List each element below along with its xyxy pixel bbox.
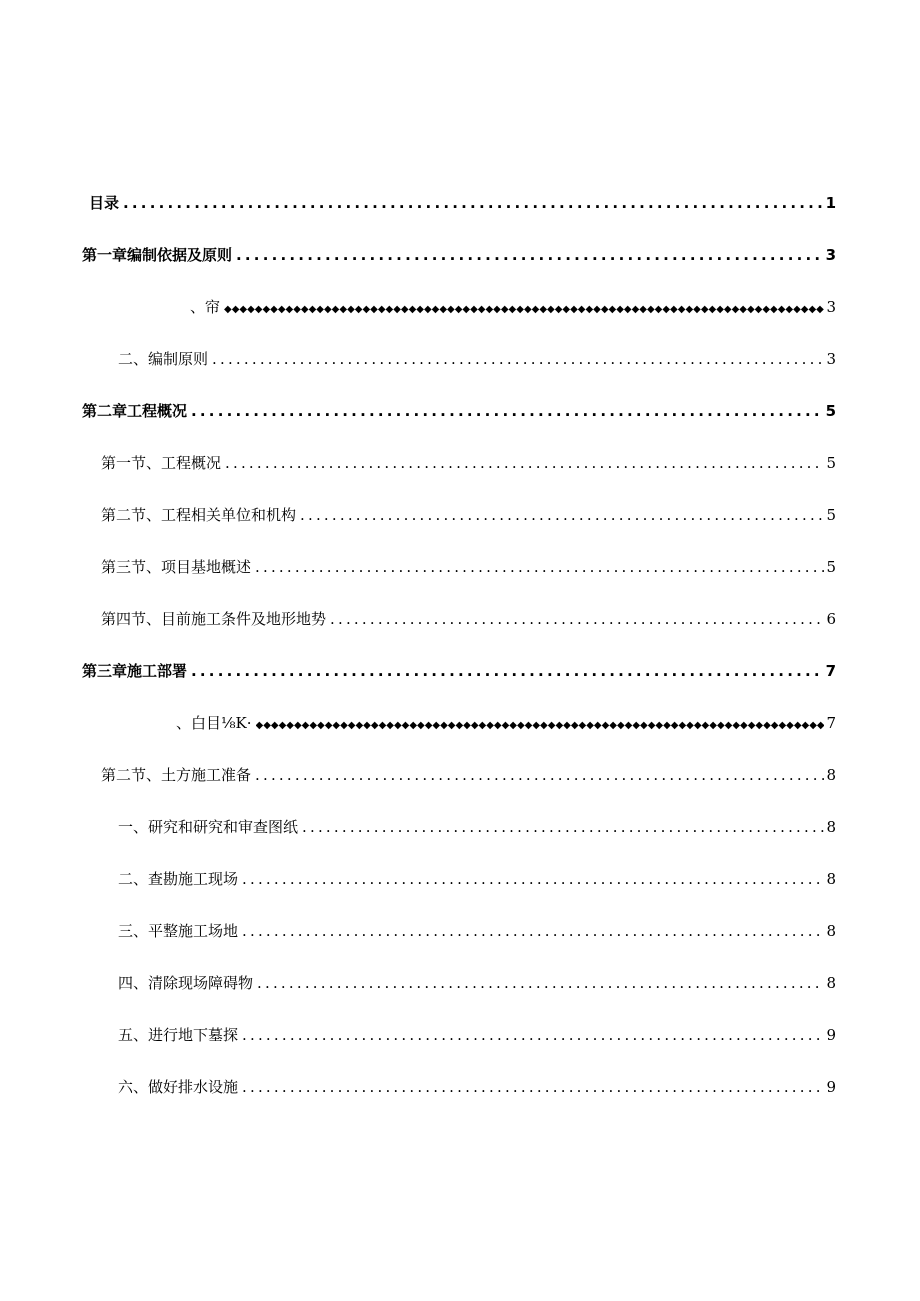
toc-entry-title: 一、研究和研究和审查图纸 bbox=[118, 818, 299, 836]
toc-entry-title: 六、做好排水设施 bbox=[118, 1078, 239, 1096]
toc-entry-title: 目录 bbox=[89, 194, 120, 212]
toc-entry-item-3-2-4[interactable] bbox=[118, 971, 836, 995]
dot-leader bbox=[330, 607, 824, 631]
toc-entry-section-2-4[interactable] bbox=[101, 607, 836, 631]
toc-entry-title: 第三章施工部署 bbox=[82, 662, 188, 680]
toc-entry-page: 8 bbox=[826, 974, 836, 992]
toc-entry-page: 1 bbox=[825, 194, 836, 212]
toc-entry-page: 5 bbox=[826, 454, 836, 472]
toc-entry-page: 8 bbox=[826, 870, 836, 888]
toc-entry-page: 8 bbox=[826, 922, 836, 940]
toc-entry-page: 8 bbox=[826, 818, 836, 836]
toc-entry-item-3-2-1[interactable] bbox=[118, 815, 836, 839]
dot-leader bbox=[191, 659, 824, 683]
toc-entry-item-3-2-5[interactable] bbox=[118, 1023, 836, 1047]
diamond-leader bbox=[224, 298, 824, 322]
toc-entry-title: 第四节、目前施工条件及地形地势 bbox=[101, 610, 327, 628]
dot-leader bbox=[236, 243, 824, 267]
dot-leader bbox=[257, 971, 824, 995]
toc-entry-section-3-2[interactable] bbox=[101, 763, 836, 787]
toc-entry-page: 6 bbox=[826, 610, 836, 628]
toc-entry-chapter-2[interactable] bbox=[82, 399, 836, 423]
toc-entry-title: 第二章工程概况 bbox=[82, 402, 188, 420]
toc-entry-item-3-2-3[interactable] bbox=[118, 919, 836, 943]
toc-entry-section-2-1[interactable] bbox=[101, 451, 836, 475]
dot-leader bbox=[242, 1075, 824, 1099]
toc-entry-chapter-3[interactable] bbox=[82, 659, 836, 683]
toc-entry-section-1-2[interactable] bbox=[118, 347, 836, 371]
toc-entry-page: 9 bbox=[826, 1026, 836, 1044]
toc-entry-page: 9 bbox=[826, 1078, 836, 1096]
toc-entry-item-3-2-2[interactable] bbox=[118, 867, 836, 891]
toc-entry-contents[interactable] bbox=[89, 191, 836, 215]
dot-leader bbox=[242, 867, 824, 891]
toc-entry-title: 三、平整施工场地 bbox=[118, 922, 239, 940]
dot-leader bbox=[225, 451, 824, 475]
toc-entry-page: 7 bbox=[825, 662, 836, 680]
dot-leader bbox=[242, 1023, 824, 1047]
toc-entry-page: 3 bbox=[825, 246, 836, 264]
toc-entry-item-3-2-6[interactable] bbox=[118, 1075, 836, 1099]
dot-leader bbox=[300, 503, 824, 527]
dot-leader bbox=[212, 347, 824, 371]
dot-leader bbox=[255, 763, 824, 787]
toc-entry-title: 第三节、项目基地概述 bbox=[101, 558, 252, 576]
toc-entry-title: 五、进行地下墓探 bbox=[118, 1026, 239, 1044]
toc-entry-title: 、帘 bbox=[190, 298, 221, 316]
toc-entry-title: 第一章编制依据及原则 bbox=[82, 246, 233, 264]
toc-entry-title: 二、编制原则 bbox=[118, 350, 209, 368]
toc-entry-title: 二、查勘施工现场 bbox=[118, 870, 239, 888]
dot-leader bbox=[302, 815, 824, 839]
toc-entry-page: 5 bbox=[825, 402, 836, 420]
toc-entry-title: 第一节、工程概况 bbox=[101, 454, 222, 472]
toc-entry-chapter-1[interactable] bbox=[82, 243, 836, 267]
toc-entry-page: 7 bbox=[826, 714, 836, 732]
toc-entry-title: 、白目⅛K· bbox=[176, 714, 252, 732]
dot-leader bbox=[255, 555, 824, 579]
dot-leader bbox=[242, 919, 824, 943]
toc-entry-page: 5 bbox=[826, 558, 836, 576]
toc-entry-page: 3 bbox=[826, 350, 836, 368]
dot-leader bbox=[123, 191, 824, 215]
toc-entry-section-2-2[interactable] bbox=[101, 503, 836, 527]
toc-entry-section-1-1[interactable] bbox=[190, 295, 836, 319]
toc-entry-page: 3 bbox=[826, 298, 836, 316]
toc-entry-page: 8 bbox=[826, 766, 836, 784]
toc-entry-section-2-3[interactable] bbox=[101, 555, 836, 579]
toc-entry-title: 四、清除现场障碍物 bbox=[118, 974, 254, 992]
dot-leader bbox=[191, 399, 824, 423]
toc-entry-title: 第二节、土方施工准备 bbox=[101, 766, 252, 784]
diamond-leader bbox=[256, 714, 825, 738]
toc-entry-title: 第二节、工程相关单位和机构 bbox=[101, 506, 297, 524]
toc-entry-section-3-1[interactable] bbox=[176, 711, 836, 735]
toc-entry-page: 5 bbox=[826, 506, 836, 524]
